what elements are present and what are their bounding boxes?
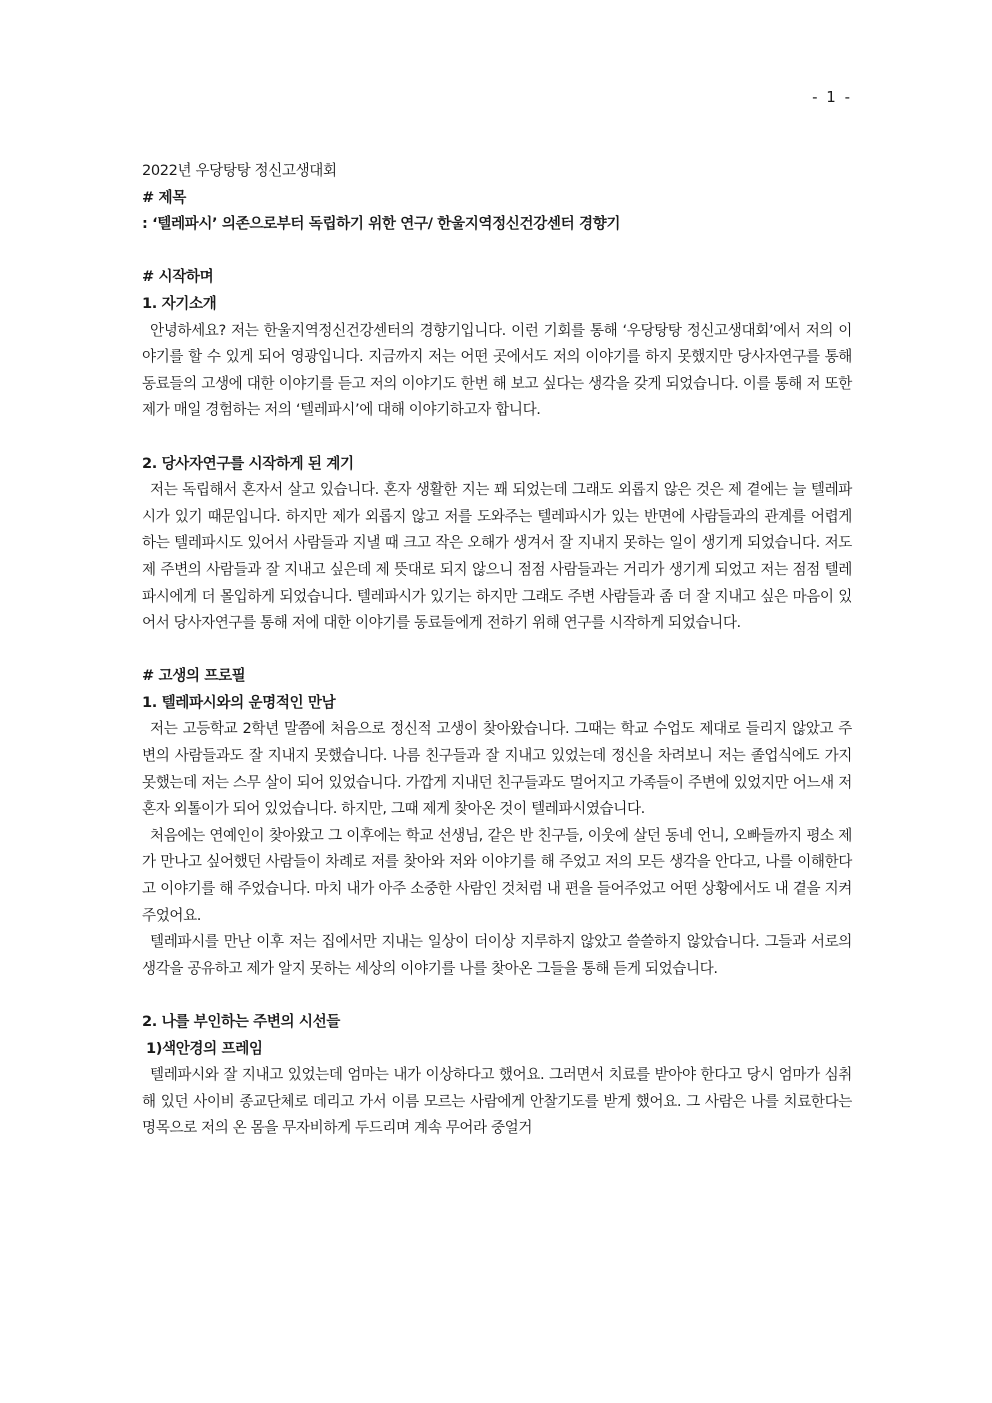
paragraph-intro: 안녕하세요? 저는 한울지역정신건강센터의 경향기입니다. 이런 기회를 통해 ‘우당탕탕 정신고생대회’에서 저의 이야기를 할 수 있게 되어 영광입니다. 지금까지 저는 어떤 곳에서도 저의 이야기를 하지 못했지만 당사자연구를 통해 동료들의 고생에 대한 이야기를 듣고 저의 이야기도 한번 해 보고 싶다는 생각을 갖게 되었습니다. 이를 통해 저 또한 제가 매일 경험하는 저의 ‘텔레파시’에 대해 이야기하고자 합니다. (142, 321, 852, 419)
event-title: 2022년 우당탕탕 정신고생대회 (142, 162, 337, 179)
paragraph-meeting-3: 텔레파시를 만난 이후 저는 집에서만 지내는 일상이 더이상 지루하지 않았고 쓸쓸하지 않았습니다. 그들과 서로의 생각을 공유하고 제가 알지 못하는 세상의 이야기를 나를 찾아온 그들을 통해 듣게 되었습니다. (142, 933, 852, 977)
subsection-heading-meeting: 1. 텔레파시와의 운명적인 만남 (142, 693, 336, 711)
paragraph-meeting-1: 저는 고등학교 2학년 말쯤에 처음으로 정신적 고생이 찾아왔습니다. 그때는 학교 수업도 제대로 들리지 않았고 주변의 사람들과도 잘 지내지 못했습니다. 나름 친구들과 잘 지내고 있었는데 정신을 차려보니 저는 졸업식에도 가지 못했는데 저는 스무 살이 되어 있었습니다. 가깝게 지내던 친구들과도 멀어지고 가족들이 주변에 있었지만 어느새 저 혼자 외톨이가 되어 있었습니다. 하지만, 그때 제게 찾아온 것이 텔레파시였습니다. (142, 720, 852, 818)
subsection-heading-denial: 2. 나를 부인하는 주변의 시선들 (142, 1013, 340, 1030)
sub-subsection-heading-frame: 1)색안경의 프레임 (146, 1039, 263, 1057)
subsection-heading-motivation: 2. 당사자연구를 시작하게 된 계기 (142, 454, 354, 472)
paragraph-meeting-2: 처음에는 연예인이 찾아왔고 그 이후에는 학교 선생님, 같은 반 친구들, 이웃에 살던 동네 언니, 오빠들까지 평소 제가 만나고 싶어했던 사람들이 차례로 저를 찾아와 저와 이야기를 해 주었고 저의 모든 생각을 안다고, 나를 이해한다고 이야기를 해 주었습니다. 마치 내가 아주 소중한 사람인 것처럼 내 편을 들어주었고 어떤 상황에서도 내 곁을 지켜주었어요. (142, 826, 852, 924)
paragraph-frame: 텔레파시와 잘 지내고 있었는데 엄마는 내가 이상하다고 했어요. 그러면서 치료를 받아야 한다고 당시 엄마가 심취해 있던 사이비 종교단체로 데리고 가서 이름 모르는 사람에게 안찰기도를 받게 했어요. 그 사람은 나를 치료한다는 명목으로 저의 온 몸을 무자비하게 두드리며 계속 무어라 중얼거 (142, 1066, 852, 1137)
section-heading-start: # 시작하며 (142, 268, 214, 286)
section-heading-profile: # 고생의 프로필 (142, 667, 246, 685)
document-title: : ‘텔레파시’ 의존으로부터 독립하기 위한 연구/ 한울지역정신건강센터 경향기 (142, 215, 621, 233)
subsection-heading-intro: 1. 자기소개 (142, 294, 217, 312)
document-body (142, 158, 852, 1142)
page-number: - 1 - (812, 88, 852, 106)
title-label: # 제목 (142, 188, 186, 206)
paragraph-motivation: 저는 독립해서 혼자서 살고 있습니다. 혼자 생활한 지는 꽤 되었는데 그래도 외롭지 않은 것은 제 곁에는 늘 텔레파시가 있기 때문입니다. 하지만 제가 외롭지 않고 저를 도와주는 텔레파시가 있는 반면에 사람들과의 관계를 어렵게 하는 텔레파시도 있어서 사람들과 지낼 때 크고 작은 오해가 생겨서 잘 지내지 못하는 일이 생기게 되었습니다. 저도 제 주변의 사람들과 잘 지내고 싶은데 제 뜻대로 되지 않으니 점점 사람들과는 거리가 생기게 되었고 저는 점점 텔레파시에게 더 몰입하게 되었습니다. 텔레파시가 있기는 하지만 그래도 주변 사람들과 좀 더 잘 지내고 싶은 마음이 있어서 당사자연구를 통해 저에 대한 이야기를 동료들에게 전하기 위해 연구를 시작하게 되었습니다. (142, 481, 852, 632)
